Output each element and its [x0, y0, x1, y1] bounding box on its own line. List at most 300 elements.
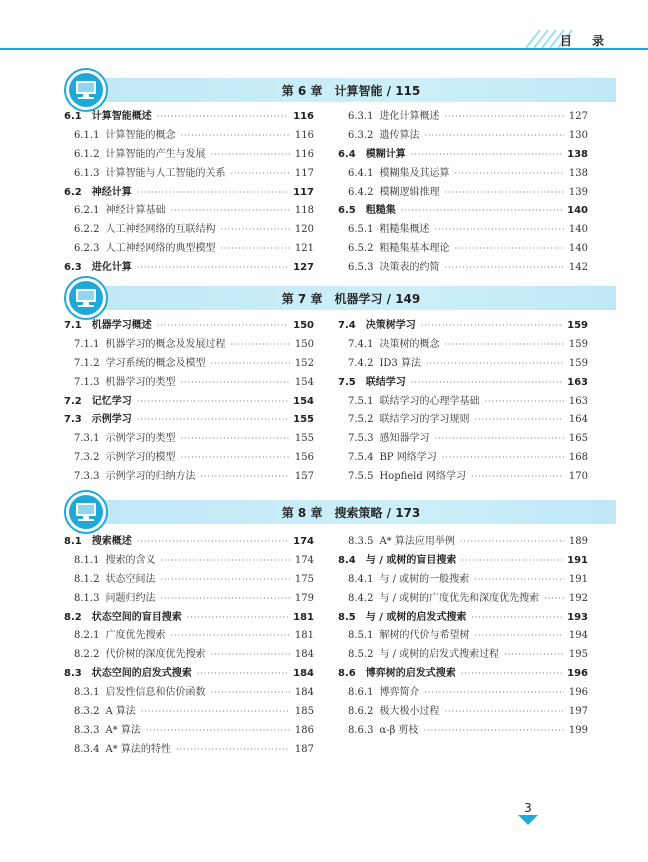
toc-section-entry[interactable] — [338, 609, 588, 628]
toc-section-entry[interactable] — [338, 552, 588, 571]
toc-entry-number: 6.4.2 — [348, 186, 374, 198]
toc-leader-dots — [170, 202, 289, 221]
toc-subsection-entry[interactable] — [64, 646, 314, 665]
toc-entry-number: 6.1 — [64, 111, 82, 122]
toc-entry-title: 联结学习的心理学基础 — [379, 395, 480, 407]
toc-entry-page: 120 — [294, 224, 314, 236]
toc-entry-page: 175 — [294, 573, 314, 585]
toc-subsection-entry[interactable] — [64, 722, 314, 741]
toc-entry-page: 174 — [294, 554, 314, 566]
toc-section-entry[interactable] — [338, 202, 588, 221]
toc-entry-title: 问题归约法 — [105, 592, 156, 604]
toc-subsection-entry[interactable] — [338, 336, 588, 355]
toc-entry-title: 模糊计算 — [365, 148, 406, 160]
toc-leader-dots — [461, 552, 562, 571]
toc-subsection-entry[interactable] — [64, 468, 314, 487]
toc-subsection-entry[interactable] — [338, 533, 588, 552]
toc-leader-dots — [444, 336, 563, 355]
toc-leader-dots — [137, 393, 288, 412]
toc-entry-number: 8.6.1 — [348, 687, 374, 699]
toc-entry-title: 状态空间的盲目搜索 — [91, 611, 182, 623]
toc-chapter6-left — [64, 108, 314, 278]
toc-entry-page: 163 — [567, 376, 588, 388]
toc-subsection-entry[interactable] — [64, 627, 314, 646]
toc-entry-title: 决策树学习 — [365, 320, 416, 331]
toc-entry-title: 模糊逻辑推理 — [379, 186, 440, 198]
toc-entry-title: A* 算法 — [105, 724, 141, 736]
toc-subsection-entry[interactable] — [64, 240, 314, 259]
toc-entry-number: 6.2 — [64, 186, 82, 198]
toc-subsection-entry[interactable] — [64, 336, 314, 355]
toc-subsection-entry[interactable] — [338, 108, 588, 127]
toc-section-entry[interactable] — [64, 393, 314, 412]
toc-entry-number: 8.1 — [64, 536, 82, 547]
toc-entry-number: 6.3 — [64, 262, 82, 274]
toc-leader-dots — [160, 552, 289, 571]
toc-entry-title: 计算智能与人工智能的关系 — [105, 167, 226, 179]
toc-entry-page: 184 — [294, 687, 314, 699]
toc-entry-page: 193 — [567, 611, 588, 623]
toc-entry-title: BP 网络学习 — [379, 452, 437, 464]
toc-entry-page: 165 — [568, 433, 588, 445]
toc-leader-dots — [220, 221, 289, 240]
toc-leader-dots — [230, 336, 289, 355]
toc-entry-number: 8.6.2 — [348, 706, 374, 718]
toc-entry-title: 进化计算 — [91, 262, 132, 274]
toc-leader-dots — [454, 240, 563, 259]
toc-entry-title: 粗糙集基本理论 — [379, 243, 450, 255]
toc-entry-title: 进化计算概述 — [379, 111, 440, 122]
toc-entry-title: 联结学习 — [365, 376, 406, 388]
toc-subsection-entry[interactable] — [64, 430, 314, 449]
toc-subsection-entry[interactable] — [338, 703, 588, 722]
toc-entry-number: 8.5.2 — [348, 649, 374, 661]
chapter-6-heading — [64, 68, 616, 112]
toc-entry-number: 8.2.2 — [74, 649, 100, 661]
toc-section-entry[interactable] — [64, 317, 314, 336]
toc-subsection-entry[interactable] — [64, 571, 314, 590]
toc-entry-number: 6.3.1 — [348, 111, 374, 122]
toc-leader-dots — [200, 468, 289, 487]
toc-leader-dots — [141, 703, 290, 722]
toc-leader-dots — [454, 165, 563, 184]
toc-chapter7-left — [64, 317, 314, 487]
toc-entry-page: 189 — [568, 536, 588, 547]
toc-leader-dots — [426, 355, 564, 374]
toc-entry-title: 与 / 或树的启发式搜索过程 — [379, 649, 500, 661]
toc-entry-page: 168 — [568, 452, 588, 464]
toc-entry-page: 196 — [567, 668, 588, 680]
toc-leader-dots — [471, 609, 562, 628]
toc-entry-title: 遗传算法 — [379, 129, 420, 141]
toc-entry-number: 7.3.1 — [74, 433, 100, 445]
toc-entry-page: 118 — [294, 205, 314, 217]
toc-entry-title: 感知器学习 — [379, 433, 430, 445]
toc-section-entry[interactable] — [64, 411, 314, 430]
toc-leader-dots — [210, 355, 289, 374]
toc-entry-page: 194 — [568, 630, 588, 642]
toc-entry-page: 138 — [567, 148, 588, 160]
toc-entry-number: 8.2 — [64, 611, 82, 623]
toc-subsection-entry[interactable] — [338, 590, 588, 609]
toc-entry-page: 130 — [568, 129, 588, 141]
toc-entry-page: 199 — [568, 724, 588, 736]
toc-entry-number: 8.3.3 — [74, 724, 100, 736]
toc-section-entry[interactable] — [64, 108, 314, 127]
toc-leader-dots — [157, 108, 288, 127]
toc-leader-dots — [210, 646, 289, 665]
toc-entry-title: 计算智能的产生与发展 — [105, 148, 206, 160]
toc-entry-page: 127 — [293, 262, 314, 274]
toc-entry-number: 8.3.4 — [74, 743, 100, 755]
toc-entry-title: 神经计算 — [91, 186, 132, 198]
toc-entry-number: 8.6 — [338, 668, 356, 680]
toc-entry-page: 181 — [293, 611, 314, 623]
page-number: 3 — [524, 801, 532, 815]
toc-subsection-entry[interactable] — [64, 146, 314, 165]
toc-entry-number: 6.5.3 — [348, 262, 374, 274]
toc-leader-dots — [444, 703, 563, 722]
toc-entry-number: 6.5 — [338, 205, 356, 217]
toc-entry-title: 示例学习 — [91, 414, 132, 426]
toc-entry-number: 7.5.2 — [348, 414, 374, 426]
toc-leader-dots — [176, 741, 290, 760]
chapter-band — [86, 286, 616, 310]
toc-entry-number: 8.2.1 — [74, 630, 100, 642]
toc-leader-dots — [442, 449, 564, 468]
toc-entry-title: 搜索的含义 — [105, 554, 156, 566]
toc-entry-page: 140 — [567, 205, 588, 217]
toc-entry-page: 159 — [567, 320, 588, 331]
toc-entry-number: 7.1.1 — [74, 338, 100, 350]
toc-leader-dots — [411, 374, 562, 393]
toc-entry-page: 164 — [568, 414, 588, 426]
toc-entry-number: 6.5.2 — [348, 243, 374, 255]
toc-entry-number: 7.5.5 — [348, 471, 374, 483]
toc-entry-number: 8.3 — [64, 668, 82, 680]
toc-entry-number: 8.1.1 — [74, 554, 100, 566]
toc-entry-title: 与 / 或树的盲目搜索 — [365, 554, 457, 566]
toc-entry-number: 6.1.2 — [74, 148, 100, 160]
toc-section-entry[interactable] — [338, 665, 588, 684]
toc-subsection-entry[interactable] — [64, 449, 314, 468]
toc-entry-page: 179 — [294, 592, 314, 604]
toc-subsection-entry[interactable] — [64, 374, 314, 393]
toc-entry-page: 191 — [567, 554, 588, 566]
toc-entry-page: 187 — [294, 743, 314, 755]
toc-entry-page: 117 — [294, 167, 314, 179]
toc-entry-title: 启发性信息和估价函数 — [105, 687, 206, 699]
toc-entry-page: 127 — [568, 111, 588, 122]
toc-entry-page: 184 — [294, 649, 314, 661]
toc-subsection-entry[interactable] — [338, 722, 588, 741]
toc-entry-page: 138 — [568, 167, 588, 179]
toc-entry-page: 140 — [568, 243, 588, 255]
toc-entry-page: 181 — [294, 630, 314, 642]
toc-entry-page: 116 — [294, 148, 314, 160]
toc-leader-dots — [424, 684, 563, 703]
chapter-title: 第 8 章 搜索策略 / 173 — [281, 506, 421, 520]
toc-entry-number: 7.4.1 — [348, 338, 374, 350]
toc-leader-dots — [180, 127, 289, 146]
toc-entry-title: 神经计算基础 — [105, 205, 166, 217]
toc-entry-title: 联结学习的学习规则 — [379, 414, 470, 426]
toc-entry-title: 粗糙集概述 — [379, 224, 430, 236]
monitor-icon — [64, 276, 108, 320]
toc-entry-number: 8.4.2 — [348, 592, 374, 604]
toc-entry-page: 154 — [294, 376, 314, 388]
toc-entry-title: A 算法 — [105, 706, 136, 718]
toc-entry-page: 159 — [568, 338, 588, 350]
toc-subsection-entry[interactable] — [64, 552, 314, 571]
toc-leader-dots — [444, 108, 563, 127]
toc-section-entry[interactable] — [338, 146, 588, 165]
toc-entry-page: 174 — [293, 536, 314, 547]
page-marker-triangle — [518, 815, 538, 825]
toc-subsection-entry[interactable] — [64, 741, 314, 760]
toc-entry-page: 184 — [293, 668, 314, 680]
toc-entry-page: 191 — [568, 573, 588, 585]
toc-entry-title: 计算智能的概念 — [105, 129, 176, 141]
toc-subsection-entry[interactable] — [64, 202, 314, 221]
toc-entry-title: 示例学习的类型 — [105, 433, 176, 445]
toc-entry-number: 7.3.3 — [74, 471, 100, 483]
toc-entry-number: 7.5 — [338, 376, 356, 388]
toc-subsection-entry[interactable] — [338, 468, 588, 487]
toc-entry-number: 8.3.5 — [348, 536, 374, 547]
toc-subsection-entry[interactable] — [64, 703, 314, 722]
toc-entry-number: 8.1.2 — [74, 573, 100, 585]
chapter-title: 第 7 章 机器学习 / 149 — [281, 292, 421, 306]
toc-leader-dots — [424, 722, 564, 741]
toc-subsection-entry[interactable] — [338, 646, 588, 665]
monitor-icon — [64, 490, 108, 534]
toc-entry-title: 示例学习的模型 — [105, 452, 176, 464]
toc-subsection-entry[interactable] — [338, 240, 588, 259]
toc-entry-title: 解树的代价与希望树 — [379, 630, 470, 642]
toc-entry-page: 116 — [294, 129, 314, 141]
toc-entry-page: 121 — [294, 243, 314, 255]
toc-entry-title: 粗糙集 — [365, 205, 396, 217]
toc-leader-dots — [137, 184, 288, 203]
toc-entry-number: 6.1.3 — [74, 167, 100, 179]
toc-chapter8-right — [338, 533, 588, 741]
toc-leader-dots — [180, 449, 289, 468]
toc-entry-number: 7.4 — [338, 320, 356, 331]
toc-subsection-entry[interactable] — [338, 184, 588, 203]
toc-subsection-entry[interactable] — [338, 430, 588, 449]
toc-entry-title: ID3 算法 — [379, 357, 421, 369]
page-header — [0, 30, 648, 52]
toc-entry-number: 7.1.2 — [74, 357, 100, 369]
toc-entry-number: 6.1.1 — [74, 129, 100, 141]
toc-entry-number: 6.2.3 — [74, 243, 100, 255]
toc-entry-number: 7.5.3 — [348, 433, 374, 445]
toc-entry-title: A* 算法应用举例 — [379, 536, 455, 547]
toc-subsection-entry[interactable] — [338, 449, 588, 468]
toc-entry-number: 6.5.1 — [348, 224, 374, 236]
toc-entry-page: 139 — [568, 186, 588, 198]
toc-section-entry[interactable] — [338, 317, 588, 336]
toc-leader-dots — [474, 571, 564, 590]
toc-leader-dots — [180, 374, 289, 393]
toc-leader-dots — [160, 590, 289, 609]
toc-entry-number: 7.5.4 — [348, 452, 374, 464]
toc-entry-title: 决策表的约简 — [379, 262, 440, 274]
toc-entry-title: 与 / 或树的启发式搜索 — [365, 611, 467, 623]
toc-entry-number: 6.2.2 — [74, 224, 100, 236]
toc-entry-number: 8.3.1 — [74, 687, 100, 699]
toc-leader-dots — [160, 571, 289, 590]
toc-entry-title: 模糊集及其运算 — [379, 167, 450, 179]
toc-chapter7-right — [338, 317, 588, 487]
toc-leader-dots — [210, 684, 289, 703]
toc-entry-title: 与 / 或树的一般搜索 — [379, 573, 470, 585]
toc-entry-page: 159 — [568, 357, 588, 369]
toc-entry-title: α-β 剪枝 — [379, 724, 419, 736]
toc-leader-dots — [137, 411, 288, 430]
toc-leader-dots — [460, 533, 564, 552]
toc-leader-dots — [170, 627, 289, 646]
toc-entry-page: 152 — [294, 357, 314, 369]
toc-subsection-entry[interactable] — [338, 127, 588, 146]
toc-entry-title: Hopfield 网络学习 — [379, 471, 466, 483]
toc-entry-title: 与 / 或树的广度优先和深度优先搜索 — [379, 592, 540, 604]
toc-entry-number: 8.3.2 — [74, 706, 100, 718]
header-title: 目 录 — [559, 34, 612, 48]
toc-section-entry[interactable] — [64, 533, 314, 552]
toc-entry-page: 163 — [568, 395, 588, 407]
chapter-8-heading — [64, 490, 616, 534]
toc-entry-number: 7.3.2 — [74, 452, 100, 464]
toc-subsection-entry[interactable] — [338, 221, 588, 240]
toc-leader-dots — [210, 146, 289, 165]
toc-entry-title: 状态空间法 — [105, 573, 156, 585]
toc-leader-dots — [401, 202, 562, 221]
toc-subsection-entry[interactable] — [64, 355, 314, 374]
toc-leader-dots — [471, 468, 564, 487]
toc-entry-title: 学习系统的概念及模型 — [105, 357, 206, 369]
toc-entry-title: 状态空间的启发式搜索 — [91, 668, 192, 680]
toc-subsection-entry[interactable] — [338, 684, 588, 703]
chapter-band — [86, 500, 616, 524]
toc-entry-title: 搜索概述 — [91, 536, 132, 547]
toc-entry-title: A* 算法的特性 — [105, 743, 171, 755]
toc-leader-dots — [180, 430, 289, 449]
toc-entry-page: 117 — [293, 186, 314, 198]
toc-entry-page: 142 — [568, 262, 588, 274]
toc-leader-dots — [424, 127, 563, 146]
toc-subsection-entry[interactable] — [64, 684, 314, 703]
toc-entry-title: 极大极小过程 — [379, 706, 440, 718]
toc-subsection-entry[interactable] — [338, 165, 588, 184]
toc-entry-page: 150 — [294, 338, 314, 350]
toc-subsection-entry[interactable] — [64, 127, 314, 146]
toc-entry-page: 170 — [568, 471, 588, 483]
toc-entry-title: 人工神经网络的互联结构 — [105, 224, 216, 236]
toc-entry-number: 8.4.1 — [348, 573, 374, 585]
toc-entry-title: 博弈简介 — [379, 687, 420, 699]
toc-entry-page: 116 — [293, 111, 314, 122]
toc-entry-number: 8.6.3 — [348, 724, 374, 736]
toc-entry-page: 155 — [293, 414, 314, 426]
toc-leader-dots — [474, 627, 563, 646]
toc-entry-title: 广度优先搜索 — [105, 630, 166, 642]
toc-entry-page: 185 — [294, 706, 314, 718]
toc-entry-page: 197 — [568, 706, 588, 718]
toc-entry-page: 195 — [568, 649, 588, 661]
toc-entry-number: 7.5.1 — [348, 395, 374, 407]
toc-leader-dots — [137, 533, 288, 552]
toc-subsection-entry[interactable] — [64, 221, 314, 240]
toc-subsection-entry[interactable] — [64, 590, 314, 609]
toc-leader-dots — [230, 165, 289, 184]
toc-chapter6-right — [338, 108, 588, 278]
toc-subsection-entry[interactable] — [338, 571, 588, 590]
toc-leader-dots — [434, 221, 563, 240]
toc-entry-number: 7.4.2 — [348, 357, 374, 369]
toc-entry-number: 8.5.1 — [348, 630, 374, 642]
header-rule — [0, 48, 648, 50]
toc-entry-number: 6.4.1 — [348, 167, 374, 179]
toc-entry-page: 156 — [294, 452, 314, 464]
chapter-7-heading — [64, 276, 616, 320]
toc-leader-dots — [474, 411, 563, 430]
toc-entry-number: 6.4 — [338, 148, 356, 160]
toc-section-entry[interactable] — [338, 374, 588, 393]
toc-entry-title: 代价树的深度优先搜索 — [105, 649, 206, 661]
toc-entry-page: 150 — [293, 320, 314, 331]
toc-subsection-entry[interactable] — [338, 627, 588, 646]
toc-entry-number: 7.1 — [64, 320, 82, 331]
toc-entry-page: 192 — [568, 592, 588, 604]
chapter-title: 第 6 章 计算智能 / 115 — [281, 84, 421, 98]
toc-entry-page: 196 — [568, 687, 588, 699]
toc-entry-page: 154 — [293, 395, 314, 407]
chapter-band — [86, 78, 616, 102]
toc-subsection-entry[interactable] — [338, 411, 588, 430]
toc-entry-title: 机器学习的概念及发展过程 — [105, 338, 226, 350]
toc-leader-dots — [434, 430, 563, 449]
toc-section-entry[interactable] — [64, 184, 314, 203]
toc-chapter8-left — [64, 533, 314, 760]
monitor-icon — [64, 68, 108, 112]
toc-subsection-entry[interactable] — [64, 165, 314, 184]
toc-entry-number: 7.2 — [64, 395, 82, 407]
toc-leader-dots — [461, 665, 562, 684]
toc-section-entry[interactable] — [64, 665, 314, 684]
toc-leader-dots — [220, 240, 289, 259]
toc-leader-dots — [157, 317, 288, 336]
toc-entry-title: 计算智能概述 — [91, 111, 152, 122]
toc-subsection-entry[interactable] — [338, 393, 588, 412]
toc-entry-page: 186 — [294, 724, 314, 736]
toc-entry-page: 155 — [294, 433, 314, 445]
toc-leader-dots — [187, 609, 288, 628]
toc-leader-dots — [411, 146, 562, 165]
toc-leader-dots — [444, 184, 563, 203]
toc-section-entry[interactable] — [64, 609, 314, 628]
toc-entry-number: 6.3.2 — [348, 129, 374, 141]
toc-entry-number: 8.1.3 — [74, 592, 100, 604]
toc-entry-number: 6.2.1 — [74, 205, 100, 217]
toc-entry-title: 博弈树的启发式搜索 — [365, 668, 456, 680]
toc-subsection-entry[interactable] — [338, 355, 588, 374]
toc-entry-page: 157 — [294, 471, 314, 483]
toc-entry-title: 人工神经网络的典型模型 — [105, 243, 216, 255]
toc-entry-title: 决策树的概念 — [379, 338, 440, 350]
toc-leader-dots — [544, 590, 564, 609]
